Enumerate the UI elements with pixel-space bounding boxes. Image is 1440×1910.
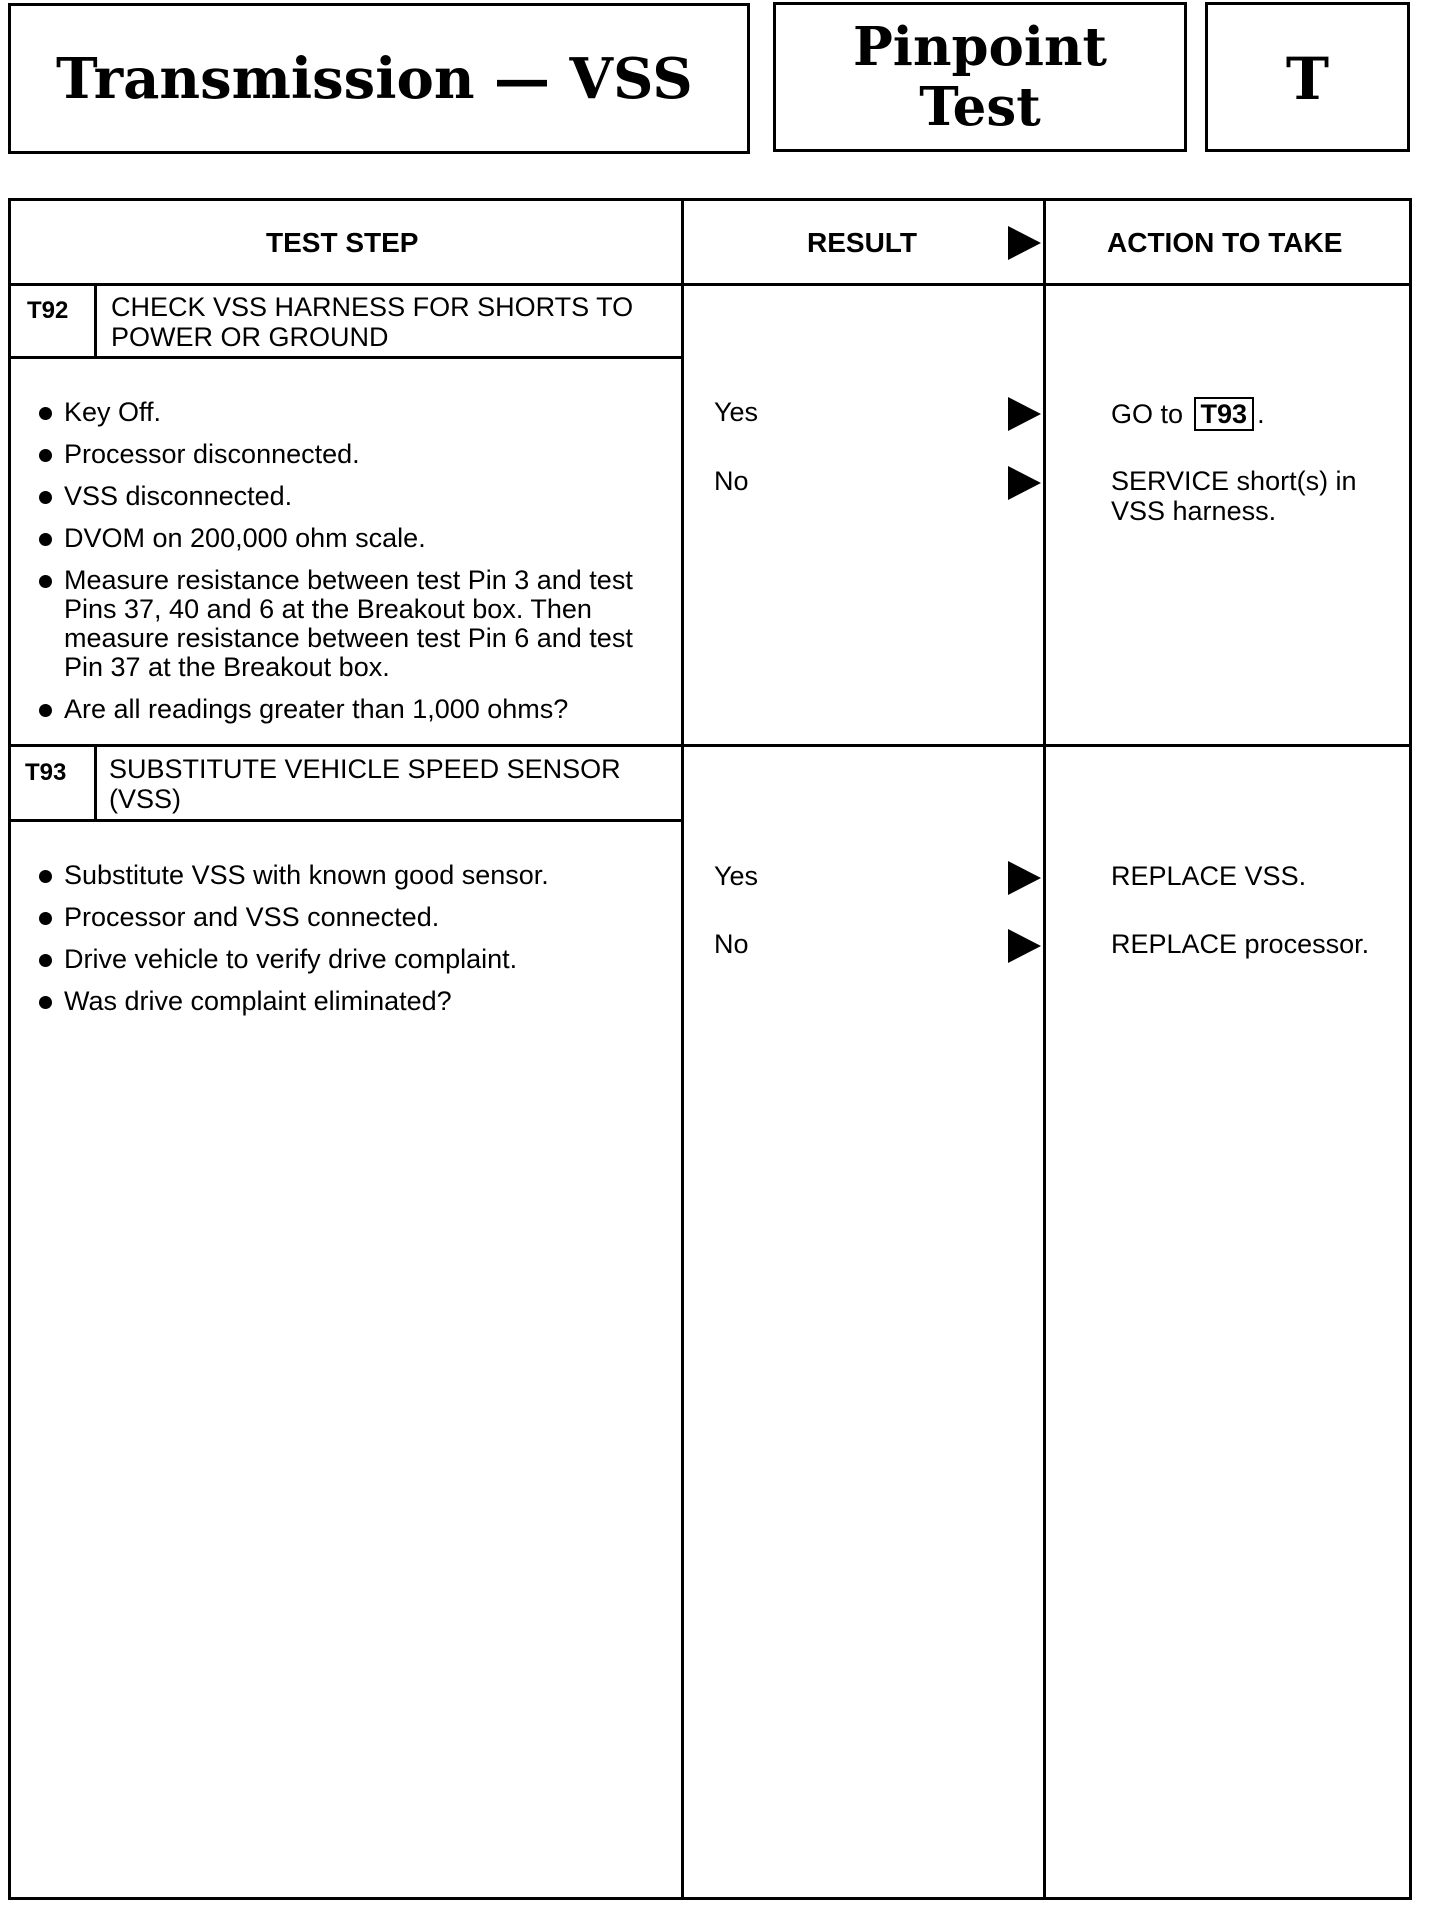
test-table bbox=[8, 198, 1412, 1900]
list-item: Measure resistance between test Pin 3 and test Pins 37, 40 and 6 at the Breakout box. Then measure resistance between test Pin 6 and test Pin 37 at the Breakout box. bbox=[36, 566, 666, 682]
bullet-icon bbox=[39, 533, 52, 546]
bullet-icon bbox=[39, 954, 52, 967]
bullet-icon bbox=[39, 912, 52, 925]
t93-result-no: No bbox=[714, 929, 749, 959]
section-letter-box bbox=[1205, 2, 1410, 152]
row-divider bbox=[11, 744, 1409, 747]
t93-title-underline bbox=[11, 819, 684, 822]
pinpoint-test-label bbox=[776, 17, 1184, 137]
t93-reference-link[interactable]: T93 bbox=[1194, 397, 1255, 431]
t93-no-arrow-icon bbox=[1008, 929, 1041, 963]
list-item: Processor and VSS connected. bbox=[36, 903, 666, 932]
step-id-t92: T92 bbox=[27, 297, 69, 324]
t92-id-divider bbox=[94, 283, 97, 359]
t92-title-underline bbox=[11, 356, 684, 359]
bullet-icon bbox=[39, 704, 52, 717]
page-title: Transmission — VSS bbox=[56, 46, 693, 112]
list-item: VSS disconnected. bbox=[36, 482, 666, 511]
t92-action-no: SERVICE short(s) in VSS harness. bbox=[1111, 466, 1357, 526]
pinpoint-line-2: Test bbox=[919, 76, 1041, 138]
list-item: Are all readings greater than 1,000 ohms? bbox=[36, 695, 666, 724]
list-item: DVOM on 200,000 ohm scale. bbox=[36, 524, 666, 553]
pinpoint-line-1: Pinpoint bbox=[852, 16, 1108, 78]
t92-bullet-list bbox=[36, 398, 666, 737]
step-title-t92: CHECK VSS HARNESS FOR SHORTS TO POWER OR GROUND bbox=[111, 292, 634, 352]
column-header-action: ACTION TO TAKE bbox=[1107, 227, 1343, 258]
section-letter: T bbox=[1285, 45, 1330, 113]
t93-id-divider bbox=[94, 744, 97, 822]
title-box bbox=[8, 3, 750, 154]
list-item: Drive vehicle to verify drive complaint. bbox=[36, 945, 666, 974]
t92-result-yes: Yes bbox=[714, 397, 759, 427]
bullet-icon bbox=[39, 407, 52, 420]
bullet-icon bbox=[39, 870, 52, 883]
list-item: Processor disconnected. bbox=[36, 440, 666, 469]
divider-result-action bbox=[1043, 201, 1046, 1897]
step-id-t93: T93 bbox=[25, 759, 67, 786]
bullet-icon bbox=[39, 996, 52, 1009]
header-row-divider bbox=[11, 283, 1409, 286]
step-title-t93: SUBSTITUTE VEHICLE SPEED SENSOR (VSS) bbox=[109, 754, 621, 814]
t92-no-arrow-icon bbox=[1008, 466, 1041, 500]
t93-action-yes: REPLACE VSS. bbox=[1111, 861, 1307, 891]
list-item: Key Off. bbox=[36, 398, 666, 427]
bullet-icon bbox=[39, 575, 52, 588]
t92-result-no: No bbox=[714, 466, 749, 496]
column-header-result: RESULT bbox=[807, 227, 917, 258]
pinpoint-test-box bbox=[773, 2, 1187, 152]
t93-yes-arrow-icon bbox=[1008, 861, 1041, 895]
t93-action-no: REPLACE processor. bbox=[1111, 929, 1370, 959]
t93-result-yes: Yes bbox=[714, 861, 759, 891]
t92-action-yes: GO to T93 . bbox=[1111, 399, 1265, 429]
column-header-test-step: TEST STEP bbox=[266, 227, 419, 258]
t93-bullet-list bbox=[36, 861, 666, 1029]
t92-yes-arrow-icon bbox=[1008, 397, 1041, 431]
divider-step-result bbox=[681, 201, 684, 1897]
list-item: Was drive complaint eliminated? bbox=[36, 987, 666, 1016]
bullet-icon bbox=[39, 449, 52, 462]
result-arrow-icon bbox=[1008, 226, 1041, 260]
list-item: Substitute VSS with known good sensor. bbox=[36, 861, 666, 890]
bullet-icon bbox=[39, 491, 52, 504]
